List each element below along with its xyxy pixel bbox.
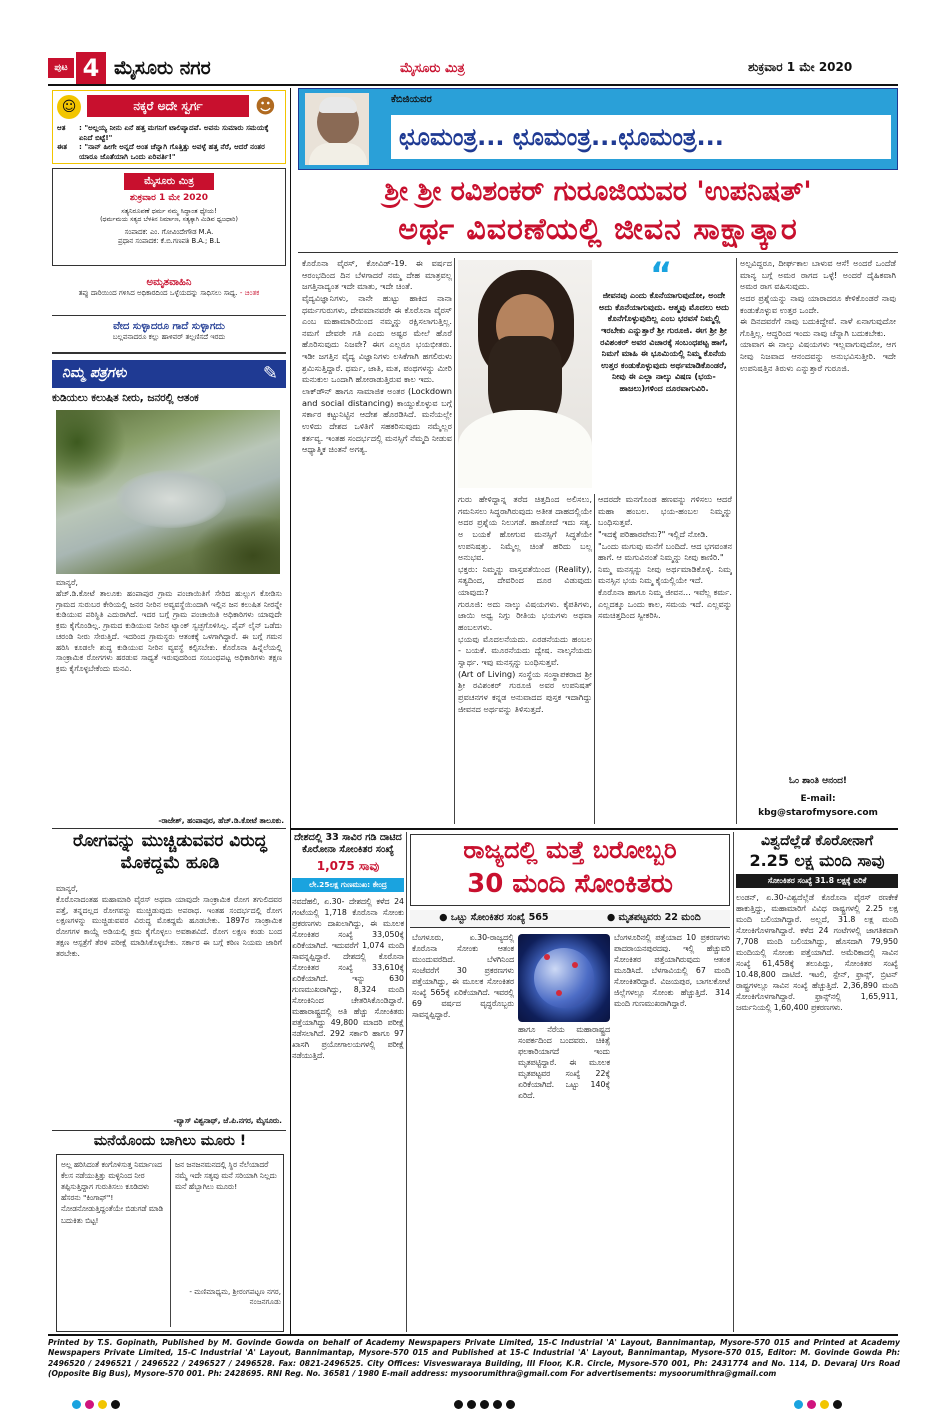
email-label: E-mail: — [800, 794, 836, 804]
humor-speaker-2: ಈತ — [57, 142, 68, 152]
cartoon-icon: ☻ — [255, 94, 276, 118]
page-number-tag: ಪುಟ — [48, 58, 74, 78]
veda-text: ಬಲ್ಲವನಾದರೂ ಕಲ್ಲು ಹಾಳಿವರ್ ತಲ್ಲಣಿಸದೆ ಇರದು — [112, 333, 226, 342]
footer-imprint: Printed by T.S. Gopinath, Published by M. Govinde Gowda on behalf of Academy Newspapers Private Limited, 15-C Industrial 'A' Layout, Bannimantap, Mysore-570 015 and Printed at Academy Newspapers Private Limited, 15-C Industrial 'A' Layout, Bannimantap, Mysore-570 015 and Published at 15-C Industrial 'A' Layout, Bannimantap, Mysore-570 015, Editor: M. Govinde Gowda Ph: 2496520 / 2496521 / 2496522 / 2496527 / 2496528. Fax: 0821-2496525. City Offices: Visveswaraya Building, III Floor, K.R. Circle, Mysore-570 001, Ph: 2431774 and No. 114, D. Devaraj Urs Road (Opposite Big Bus), Mysore-570 001. Ph: 2428695. RNI Reg. No. 36581 / 1980 E-mail address: mysoorumithra@gmail.com For advertisements: mysoorumithra@gmail.com — [48, 1338, 900, 1378]
masthead-box — [52, 168, 286, 266]
humor-title: ನಕ್ಕರೆ ಅದೇ ಸ್ವರ್ಗ — [87, 95, 249, 117]
author-photo — [305, 93, 369, 165]
poem-col-1: ಅಲ್ಲ ಹರಿಸಿದಂತೆ ಕಂಗೊಳಿಸುತ್ತ ನಿರ್ಮಾಣದ ಕೆಲಸ ನಡೆಯುತ್ತಿತ್ತು ಮಳ್ಳಿನಿಂದ ನೀರ ತಪ್ಪಿಸುತ್ತಿದ್ದಾಗ ಗುರುತಿಸಲು ಕೂಡಿದಳು ಹೆಸರನು "ಕಿಂಗಾಫ್"! ನೋಡನೋಡುತ್ತಿದ್ದಂತೆಯೇ ಬಿಡುಗಡೆ ಮಾಡಿ ಬದುಕಿತು ಬಿಟ್ಟ! — [61, 1160, 164, 1225]
header-rule — [48, 84, 898, 86]
letter-divider — [52, 828, 286, 829]
footer-rule — [48, 1334, 898, 1336]
letter2-title: ರೋಗವನ್ನು ಮುಚ್ಚಿಡುವವರ ವಿರುದ್ಧ ಮೊಕದ್ದಮೆ ಹೂಡಿ — [73, 831, 267, 874]
state-title-1: ರಾಜ್ಯದಲ್ಲಿ ಮತ್ತೆ ಬರೋಬ್ಬರಿ — [463, 836, 677, 864]
masthead-tagline-sub: (ಧರ್ಮಮಯ ಸತ್ಯದ ಬೆಳಕಿನ ನಿರ್ಮಾಣ, ಸತ್ಯಕ್ಕಾಗಿ ಮಿಡಿವ ಧ್ವಜಧಾರಿ) — [100, 215, 238, 223]
national-highlight: 1,075 ಸಾವು — [316, 858, 380, 873]
section-title: ಮೈಸೂರು ನಗರ — [114, 57, 211, 79]
amruta-author: - ಚಿಂತಕ — [239, 289, 260, 298]
left-column-divider — [290, 88, 291, 1334]
world-body: ಲಂಡನ್, ಏ.30-ವಿಶ್ವದೆಲ್ಲೆಡೆ ಕೊರೊನಾ ವೈರಸ್ ರಣಕೇಕೆ ಹಾಕುತ್ತಿದ್ದು, ಮಹಾಮಾರಿಗೆ ವಿವಿಧ ರಾಷ್ಟ್ರಗಳಲ್ಲಿ 2.25 ಲಕ್ಷ ಮಂದಿ ಬಲಿಯಾಗಿದ್ದಾರೆ. ಅಲ್ಲದೆ, 31.8 ಲಕ್ಷ ಮಂದಿ ಸೋಂಕಿಗೊಳಗಾಗಿದ್ದಾರೆ. ಕಳೆದ 24 ಗಂಟೆಗಳಲ್ಲಿ ಜಾಗತಿಕವಾಗಿ 7,708 ಮಂದಿ ಬಲಿಯಾಗಿದ್ದು, ಹೊಸದಾಗಿ 79,950 ಮಂದಿಯಲ್ಲಿ ಸೋಂಕು ಪತ್ತೆಯಾಗಿದೆ. ಅಮೆರಿಕಾದಲ್ಲಿ ಸಾವಿನ ಸಂಖ್ಯೆ 61,458ಕ್ಕೆ ತಲುಪಿದ್ದು, ಸೋಂಕಿತರ ಸಂಖ್ಯೆ 10.48,800 ದಾಟಿದೆ. ಇಟಲಿ, ಸ್ಪೇನ್, ಫ್ರಾನ್ಸ್, ಬ್ರಿಟನ್ ರಾಷ್ಟ್ರಗಳಲ್ಲೂ ಸಾವಿನ ಸಂಖ್ಯೆ ಹೆಚ್ಚುತ್ತಿದೆ. 2,36,890 ಮಂದಿ ಸೋಂಕಿಗೊಳಗಾಗಿದ್ದಾರೆ. ಫ್ರಾನ್ಸ್‌ನಲ್ಲಿ 1,65,911, ಜರ್ಮನಿಯಲ್ಲಿ 1,60,400 ಪ್ರಕರಣಗಳು. — [736, 892, 898, 1013]
amruta-text: ತಪ್ಪು ದಾರಿಯಿಂದ ಗಳಿಸಿದ ಅಧಿಕಾರದಿಂದ ಒಳ್ಳೆಯದನ್ನು ಸಾಧಿಸಲು ಸಾಧ್ಯ. - ಚಿಂತಕ — [78, 289, 260, 298]
laugh-icon: ☺ — [57, 95, 81, 119]
state-stat-deaths: ● ಮೃತಪಟ್ಟವರು 22 ಮಂದಿ — [606, 912, 701, 924]
article-col-2: ಗುರು ಹೇಳಿದ್ದಾನ್ನ ತರೆದ ಚಿತ್ತದಿಂದ ಅಲಿಸಲು, ಗಮನಿಸಲು ಸಿದ್ಧರಾಗಿರುವುದು ಅತೀತ ದಾಹದಲ್ಲಿಯೇ ಅದರ ಪ್ರಶ್ನೆಯ ನಿಲುಗಡೆ. ಹಾಡೋದೆ ಇದು ಸತ್ಯ. ಅ ಬಯಕೆ ಹೋಗುವ ಮನಸ್ಸಿಗೆ ಸಿದ್ಧತೆಯೇ ಉಪನಿಷತ್ತು. ನಿಮ್ಮೆಲ್ಲ ಚಿಂತೆ ಹರಿದು ಬಲ್ಲ ಅನುಭವ. ಭಕ್ತರು: ನಿಮ್ಮನ್ನು ವಾಸ್ತವತೆಯಿಂದ (Reality), ಸತ್ಯದಿಂದ, ದೇವರಿಂದ ದೂರ ವಿಡುವುದು ಯಾವುದು? ಗುರೂಜಿ: ಅದು ನಾಲ್ಕು ವಿಷಯಗಳು. ಕೈಪತಿಗಳು, ಜಾಯಿ ಅಧ್ವ ನಿಗ್ಗು ರೀತಿಯ ಭಯಗಳು ಅಥವಾ ಹಂಬಲಗಳು. ಭಯವು ಮೊದಲನೆಯದು. ಎರಡನೆಯದು ಹಂಬಲ - ಬಯಕೆ. ಮೂರನೆಯದು ದ್ವೇಷ. ನಾಲ್ಕನೆಯದು ಸ್ವಾರ್ಥ. ಇವು ಮನಸ್ಸನ್ನು ಬಂಧಿಸುತ್ತವೆ. (Art of Living) ಸಂಸ್ಥೆಯ ಸಂಸ್ಥಾಪಕರಾದ ಶ್ರೀ ಶ್ರೀ ರವಿಶಂಕರ್ ಗುರೂಜಿ ಅವರ ಉಪನಿಷತ್ ಪ್ರವಚನಗಳ ಕನ್ನಡ ಅನುವಾದದ ಪುಸ್ತಕ ಇದಾಗಿದ್ದು ಜೀವನದ ಅರ್ಥವನ್ನು ತಿಳಿಸುತ್ತದೆ. — [458, 494, 592, 714]
chief-editor-line: ಪ್ರಧಾನ ಸಂಪಾದಕ: ಕೆ.ಬಿ.ಗಣಪತಿ B.A.; B.L — [117, 236, 221, 245]
poem-col-2: ಜನ ಜನಜನಮನದಲ್ಲಿ ಸ್ಥಿರ ನೆಲೆಯಾದರೆ ನಮ್ಮೆ ಇದೇ ಸತ್ಯವು ಮನೆ ಸರಿಯಾಗಿ ನಿಲ್ಲದು ಮನೆ ಹೆಬ್ಬಾಗಿಲು ಮೂರು! — [175, 1160, 277, 1192]
column-kicker: ಕೆಬಿಜಿಯವರ — [391, 94, 432, 105]
amruta-box — [52, 276, 286, 316]
humor-line-2: : "ನಾನ್ ಹೀಗೇ ಅನ್ನದೆ ಅಂತ ಚೆನ್ನಾಗಿ ಗೊತ್ತಿತ್ತು ಅವಳ್ಳೆ ಹತ್ತ ನೆರೆ, ಆದರೆ ನಂತರ ಯಾರೂ ಜೊತೆಯಾಗಿ ಒಂದು ಏರಿವರ್ತಿ!" — [79, 142, 265, 162]
poem-box — [56, 1154, 284, 1332]
editor-line: ಸಂಪಾದಕ: ಎಂ. ಗೋವಿಂದೇಗೌಡ M.A. — [124, 227, 214, 236]
masthead-small: ಮೈಸೂರು ಮಿತ್ರ — [124, 173, 214, 190]
headline-1: ಶ್ರೀ ಶ್ರೀ ರವಿಶಂಕರ್ ಗುರೂಜಿಯವರ 'ಉಪನಿಷತ್' — [384, 176, 812, 207]
humor-speaker-1: ಆತ — [57, 123, 66, 132]
column-header — [298, 88, 898, 170]
article-col-3: ಆದರದೇ ಮನಗೊಂಡ ಹಣವನ್ನು ಗಳಿಸಲು ಆದರೆ ಮಹಾ ಹಂಬಲ. ಭಯ-ಹಂಬಲ ನಿಮ್ಮನ್ನು ಬಂಧಿಸುತ್ತವೆ. "ಇದಕ್ಕೆ ಪರಿಹಾರವೇನು?" ಇಲ್ಲಿದೆ ನೋಡಿ. "ಒಂದು ಮಗುವು ಮನೆಗೆ ಬಂದಿದೆ. ಆದ ಭಗವಂತನ ಹಾಗೆ. ಆ ಮಗುವಿನಂತೆ ನಿಮ್ಮನ್ನು ನೀವು ಕಾಣಿರಿ." ನಿಮ್ಮ ಮನಸ್ಸನ್ನು ನೀವು ಅರ್ಥಮಾಡಿಕೊಳ್ಳಿ. ನಿಮ್ಮ ಮನಸ್ಸಿನ ಭಯ ನಿಮ್ಮ ಕೈಯಲ್ಲಿಯೇ ಇದೆ. ಕೊರೊನಾ ಹಾಗೂ ನಿಮ್ಮ ಜೀವನ... ಇವೆಲ್ಲ ಕರ್ಮ. ಎಲ್ಲದಕ್ಕೂ ಒಂದು ಕಾಲ, ಸಮಯ ಇದೆ. ಎಲ್ಲವನ್ನು ಸಮಚಿತ್ತದಿಂದ ಸ್ವೀಕರಿಸಿ. — [598, 494, 732, 621]
article-quote: ಜೀವನವು ಎಂದು ಕೊನೆಯಾಗುವುದೋ, ಅಂದೇ ಅದು ಕೊನೆಯಾಗುವುದು. ಆತ್ಮವು ಮೊದಲು ಅದು ಕೊನೆಗೊಳ್ಳುವುದಿಲ್ಲ ಎಂಬ ಭರವಸೆ ನಿಮ್ಮಲ್ಲಿ ಇರಬೇಕು ಎನ್ನುತ್ತಾರೆ ಶ್ರೀ ಗುರೂಜಿ. ಈಗ ಶ್ರೀ ಶ್ರೀ ರವಿಶಂಕರ್ ಅವರ ವಿಚಾರಕ್ಕೆ ಸಂಬಂಧಪಟ್ಟ ಹಾಗೆ, ನಿಮಗೆ ಮಾಹಿ ಈ ಭೂಮಿಯಲ್ಲಿ ನಿಮ್ಮ ಕೊನೆಯ ಉತ್ತರ ಕಂಡುಕೊಳ್ಳುವುದು ಅರ್ಥಮಾಡಿಕೊಂಡರೆ, ನೀವು ಈ ಎಲ್ಲಾ ನಾಲ್ಕು ವಿಷಣ (ಭಯ-ಹಾಜಲು)ಗಳಿಂದ ದೂರವಾಗುವಿರಿ. — [599, 290, 729, 394]
letter1-photo — [56, 410, 280, 574]
email-link[interactable]: kbg@starofmysore.com — [758, 808, 878, 818]
veda-box — [52, 320, 286, 354]
national-title: ದೇಶದಲ್ಲಿ 33 ಸಾವಿರ ಗಡಿ ದಾಟಿದ ಕೊರೋನಾ ಸೋಂಕಿತರ ಸಂಖ್ಯೆ — [294, 832, 402, 856]
masthead-date: ಶುಕ್ರವಾರ 1 ಮೇ 2020 — [129, 193, 209, 204]
state-col-2: ಹಾಗೂ ನೆರೆಯ ಮಹಾರಾಷ್ಟ್ರದ ಸಂಪರ್ಕದಿಂದ ಬಂದವರು. ಚಿಕಿತ್ಸೆ ಫಲಕಾರಿಯಾಗದೆ ಇಂದು ಮೃತಪಟ್ಟಿದ್ದಾರೆ. ಈ ಮೂಲಕ ಮೃತಪಟ್ಟವರ ಸಂಖ್ಯೆ 22ಕ್ಕೆ ಏರಿಕೆಯಾಗಿದೆ. ಒಟ್ಟು 140ಕ್ಕೆ ಏರಿದೆ. — [518, 1025, 610, 1101]
state-stats — [410, 910, 730, 928]
national-box — [292, 832, 404, 1332]
article-col-4: ಅಲ್ಪವಿದ್ದರೂ, ದೀರ್ಘಕಾಲ ಬಾಳುವ ಆಸೆ! ಅಂದರೆ ಒಂದೆಡೆ ಮಾನ್ಯ ಬಗ್ಗೆ ಅಮರ ರಾಗದ ಒಳ್ಳೆ! ಅಂದರೆ ದೈಹಿಕವಾಗಿ ಅಮರ ರಾಗ ವಹಿಸುವುದು. ಅದರ ಪ್ರಶ್ನೆಯನ್ನು ನಾವು ಯಾರಾದರೂ ಕೇಳಿಕೊಂಡರೆ ನಾವು ಕಂಡುಕೊಳ್ಳುವ ಉತ್ತರ ಒಂದೇ. ಈ ದಿನದವರೆಗೆ ನಾವು ಬದುಕಿದ್ದೇವೆ. ನಾಳೆ ಏನಾಗುವುದೋ ಗೊತ್ತಿಲ್ಲ. ಆದ್ದರಿಂದ ಇಂದು ನಾವು ಚೆನ್ನಾಗಿ ಬದುಕಬೇಕು. ಯಾವಾಗ ಈ ನಾಲ್ಕು ವಿಷಯಗಳು ಇಲ್ಲವಾಗುವುದೋ, ಆಗ ನೀವು ನಿಜವಾದ ಆನಂದವನ್ನು ಅನುಭವಿಸುತ್ತೀರಿ. ಇದೇ ಉಪನಿಷತ್ತಿನ ತಿರುಳು ಎನ್ನುತ್ತಾರೆ ಗುರೂಜಿ. — [740, 258, 896, 373]
letter2-signature: -ವ್ಯಾಸ್ ವಿಶ್ವನಾಥ್, ಜೆ.ಪಿ.ನಗರ, ಮೈಸೂರು. — [173, 1116, 282, 1125]
world-strip: ಸೋಂಕಿತರ ಸಂಖ್ಯೆ 31.8 ಲಕ್ಷಕ್ಕೆ ಏರಿಕೆ — [736, 874, 898, 888]
world-title-2: 2.25 ಲಕ್ಷ ಮಂದಿ ಸಾವು — [749, 851, 885, 871]
mid-rule — [290, 828, 898, 830]
headline-2: ಅರ್ಥ ವಿವರಣೆಯಲ್ಲಿ ಜೀವನ ಸಾಕ್ಷಾತ್ಕಾರ — [398, 212, 798, 247]
humor-line-1: : "ಅಲ್ಲಯ್ಯ ನೀನು ಏನೆ ಹತ್ತ ಮಗನಿಗೆ ಟಾಲಿಪ್ಯಾದವೆ. ಅವನು ಸುಮಾರು ಸಮಯಕ್ಕೆ ಏನಿದೆ ಬಿಟ್ಟೆ!" — [79, 123, 269, 142]
column-signoff: ಓಂ ಶಾಂತಿ ಆನಂದ! — [788, 776, 848, 786]
veda-title: ವೇದ ಸುಳ್ಳಾದರೂ ಗಾದೆ ಸುಳ್ಳಾಗದು — [113, 321, 225, 332]
registration-dots-right — [792, 1400, 844, 1414]
letters-banner — [52, 360, 286, 388]
registration-dots-center — [452, 1400, 517, 1414]
humor-box — [52, 90, 286, 164]
quote-mark-icon: “ — [650, 255, 673, 295]
letter1-signature: -ರಾಜೇಶ್, ಹಂಪಾಪುರ, ಹೆಚ್.ಡಿ.ಕೋಟೆ ತಾಲೂಕು. — [158, 816, 284, 825]
letter2-body: ಮಾನ್ಯರೆ, ಕೊರೊನಾದಂತಹ ಮಹಾಮಾರಿ ವೈರಸ್ ಅಥವಾ ಯಾವುದೇ ಸಾಂಕ್ರಾಮಿಕ ರೋಗ ತಗುಲಿದವರ ಪತ್ತೆ, ತನ್ನದಲ್ಲದ ರೋಗವನ್ನು ಮುಚ್ಚಿಡುವುದು ಅಪರಾಧ. ಇಂತಹ ಸಂದರ್ಭದಲ್ಲಿ ರೋಗ ಲಕ್ಷಣಗಳನ್ನು ಮುಚ್ಚಿಡುವವರ ವಿರುದ್ಧ ಮೊಕದ್ದಮೆ ಹೂಡಬೇಕು. 1897ರ ಸಾಂಕ್ರಾಮಿಕ ರೋಗಗಳ ಕಾಯ್ದೆ ಅಡಿಯಲ್ಲಿ ಕ್ರಮ ಕೈಗೊಳ್ಳಲು ಅವಕಾಶವಿದೆ. ರೋಗ ಲಕ್ಷಣ ಕಂಡು ಬಂದ ತಕ್ಷಣ ಆಸ್ಪತ್ರೆಗೆ ತೆರಳಿ ಪರೀಕ್ಷೆ ಮಾಡಿಸಿಕೊಳ್ಳಬೇಕು. ಸರ್ಕಾರ ಈ ಬಗ್ಗೆ ಕಠಿಣ ನಿಯಮ ಜಾರಿಗೆ ತರಬೇಕು. — [56, 884, 282, 958]
pen-icon: ✎ — [262, 363, 278, 384]
state-box — [410, 834, 730, 906]
header-date: ಶುಕ್ರವಾರ 1 ಮೇ 2020 — [748, 60, 853, 74]
national-strip: ಲೇ.25ಲಕ್ಷ ಗುಣಮುಖ: ಕೇಂದ್ರ — [292, 878, 404, 892]
guru-photo — [458, 260, 592, 488]
amruta-title: ಅಮೃತವಾಹಿನಿ — [146, 277, 192, 288]
national-body: ನವದೆಹಲಿ, ಏ.30- ದೇಶದಲ್ಲಿ ಕಳೆದ 24 ಗಂಟೆಯಲ್ಲಿ 1,718 ಕೊರೊನಾ ಸೋಂಕು ಪ್ರಕರಣಗಳು ದಾಖಲಾಗಿದ್ದು, ಈ ಮೂಲಕ ಸೋಂಕಿತರ ಸಂಖ್ಯೆ 33,050ಕ್ಕೆ ಏರಿಕೆಯಾಗಿದೆ. ಇದುವರೆಗೆ 1,074 ಮಂದಿ ಸಾವನ್ನಪ್ಪಿದ್ದಾರೆ. ದೇಶದಲ್ಲಿ ಕೊರೊನಾ ಸೋಂಕಿತರ ಸಂಖ್ಯೆ 33,610ಕ್ಕೆ ಏರಿಕೆಯಾಗಿದೆ. ಇನ್ನು 630 ಗುಣಮುಖರಾಗಿದ್ದು, 8,324 ಮಂದಿ ಸೋಂಕಿನಿಂದ ಚೇತರಿಸಿಕೊಂಡಿದ್ದಾರೆ. ಮಹಾರಾಷ್ಟ್ರದಲ್ಲಿ ಅತಿ ಹೆಚ್ಚು ಸೋಂಕಿತರು ಪತ್ತೆಯಾಗಿದ್ದು 49,800 ಮಾದರಿ ಪರೀಕ್ಷೆ ನಡೆಸಲಾಗಿದೆ. 292 ಸರ್ಕಾರಿ ಹಾಗೂ 97 ಖಾಸಗಿ ಪ್ರಯೋಗಾಲಯಗಳಲ್ಲಿ ಪರೀಕ್ಷೆ ನಡೆಯುತ್ತಿದೆ. — [292, 896, 404, 1061]
poem-divider — [52, 1130, 286, 1131]
headline-rule — [298, 252, 898, 253]
page-number: 4 — [76, 52, 106, 84]
column-title: ಛೂಮಂತ್ರ... ಛೂಮಂತ್ರ...ಛೂಮಂತ್ರ... — [391, 115, 891, 159]
poem-title: ಮನೆಯೊಂದು ಬಾಗಿಲು ಮೂರು ! — [93, 1133, 247, 1149]
letter1-body: ಮಾನ್ಯರೆ, ಹೆಚ್.ಡಿ.ಕೋಟೆ ತಾಲೂಕು ಹಂಪಾಪುರ ಗ್ರಾಮ ಪಂಚಾಯಿತಿಗೆ ಸೇರಿದ ಹುಲ್ಲುಗ ಕೋಡಿಸು ಗ್ರಾಮದ ಸುರುಬರ ಕೇರಿಯಲ್ಲಿ ಜನರ ನೀರಿನ ಅವ್ಯವಸ್ಥೆಯಿಂದಾಗಿ ಇಲ್ಲಿನ ಜನ ಕಲುಷಿತ ನೀರನ್ನೇ ಕುಡಿಯುವ ಪರಿಸ್ಥಿತಿ ಎದುರಾಗಿದೆ. ಇದರ ಬಗ್ಗೆ ಗ್ರಾಮ ಪಂಚಾಯಿತಿ ಅಧಿಕಾರಿಗಳು ಯಾವುದೇ ಕ್ರಮ ಕೈಗೊಂಡಿಲ್ಲ. ಗ್ರಾಮದ ಕುಡಿಯುವ ನೀರಿನ ಟ್ಯಾಂಕ್ ಸ್ವಚ್ಛಗೊಳಿಸಿಲ್ಲ. ಪೈಪ್ ಲೈನ್ ಒಡೆದು ಚರಂಡಿ ನೀರು ಸೇರುತ್ತಿದೆ. ಇದರಿಂದ ಗ್ರಾಮಸ್ಥರು ಆತಂಕಕ್ಕೆ ಒಳಗಾಗಿದ್ದಾರೆ. ಈ ಬಗ್ಗೆ ಗಮನ ಹರಿಸಿ ಕೂಡಲೇ ಶುದ್ಧ ಕುಡಿಯುವ ನೀರಿನ ವ್ಯವಸ್ಥೆ ಕಲ್ಪಿಸಬೇಕು. ಕೊರೊನಾ ಹಿನ್ನೆಲೆಯಲ್ಲಿ ಸಾಂಕ್ರಾಮಿಕ ರೋಗಗಳು ಹರಡುವ ಸಾಧ್ಯತೆ ಇರುವುದರಿಂದ ಸಂಬಂಧಪಟ್ಟ ಅಧಿಕಾರಿಗಳು ತಕ್ಷಣ ಕ್ರಮ ಕೈಗೊಳ್ಳಬೇಕೆಂದು ಮನವಿ. — [56, 578, 282, 674]
state-col-3: ಬೆಂಗಳೂರಿನಲ್ಲಿ ಪತ್ತೆಯಾದ 10 ಪ್ರಕರಣಗಳು ಪಾದರಾಯನಪುರದವು. ಇಲ್ಲಿ ಹೆಚ್ಚುವರಿ ಸೋಂಕಿತರ ಪತ್ತೆಯಾಗಿರುವುದು ಆತಂಕ ಮೂಡಿಸಿದೆ. ಬೆಳಗಾವಿಯಲ್ಲಿ 67 ಮಂದಿ ಸೋಂಕಿತರಿದ್ದಾರೆ. ವಿಜಯಪುರ, ಬಾಗಲಕೋಟೆ ಜಿಲ್ಲೆಗಳಲ್ಲೂ ಸೋಂಕು ಹೆಚ್ಚುತ್ತಿದೆ. 314 ಮಂದಿ ಗುಣಮುಖರಾಗಿದ್ದಾರೆ. — [614, 933, 730, 1009]
world-title-1: ವಿಶ್ವದೆಲ್ಲೆಡೆ ಕೊರೋನಾಗೆ — [760, 833, 874, 849]
state-stat-total: ● ಒಟ್ಟು ಸೋಂಕಿತರ ಸಂಖ್ಯೆ 565 — [439, 912, 549, 924]
state-col-1: ಬೆಂಗಳೂರು, ಏ.30-ರಾಜ್ಯದಲ್ಲಿ ಕೊರೊನಾ ಸೋಂಕು ಆತಂಕ ಮುಂದುವರೆದಿದೆ. ಬೆಳಗಿನಿಂದ ಸಂಜೆವರೆಗೆ 30 ಪ್ರಕರಣಗಳು ಪತ್ತೆಯಾಗಿದ್ದು, ಈ ಮೂಲಕ ಸೋಂಕಿತರ ಸಂಖ್ಯೆ 565ಕ್ಕೆ ಏರಿಕೆಯಾಗಿದೆ. ಇವರಲ್ಲಿ 69 ವರ್ಷದ ವೃದ್ಧರೊಬ್ಬರು ಸಾವನ್ನಪ್ಪಿದ್ದಾರೆ. — [412, 933, 514, 1020]
virus-image — [518, 934, 610, 1022]
article-col-1: ಕೊರೊನಾ ವೈರಸ್, ಕೋವಿಡ್-19. ಈ ವರ್ಷದ ಆರಂಭದಿಂದ ದಿನ ಬೆಳಗಾದರೆ ನಮ್ಮ ದೇಹ ಮಾತ್ರವಲ್ಲ ಜಗತ್ತಿನಾದ್ಯಂತ ಇದೇ ಮಾತು, ಇದೇ ಚಿಂತೆ. ವೈದ್ಯವಿಜ್ಞಾನಿಗಳು, ನಾನೇ ಹುಟ್ಟು ಹಾಕಿದ ನಾನಾ ಧರ್ಮಗುರುಗಳು, ದೇವಮಾನವರೇ ಈ ಕೊರೊನಾ ವೈರಸ್ ಎಂಬ ಮಹಾಮಾರಿಯಿಂದ ನಮ್ಮನ್ನು ರಕ್ಷಿಸಲಾಗುತ್ತಿಲ್ಲ. ನಮಗೆ ದೇವರೇ ಗತಿ ಎಂದು ಅಷ್ಟರ ಮೇಲೆ ಹೊರೆ ಹೊರಿಸುವುದು ನಿಜವೇ? ಈಗ ಎಲ್ಲರೂ ಭಯಭೀತರು. ಇಡೀ ಜಗತ್ತಿನ ವೈದ್ಯ ವಿಜ್ಞಾನಿಗಳು ಲಸಿಕೆಗಾಗಿ ಹಗಲಿರುಳು ಶ್ರಮಿಸುತ್ತಿದ್ದಾರೆ. ಧರ್ಮ, ಜಾತಿ, ಮತ, ಪಂಥಗಳನ್ನು ಮೀರಿ ಮನುಕುಲ ಒಂದಾಗಿ ಹೋರಾಡುತ್ತಿರುವ ಕಾಲ ಇದು. ಲಾಕ್‌ಡೌನ್ ಹಾಗೂ ಸಾಮಾಜಿಕ ಅಂತರ (Lockdown and social distancing) ಕಾಯ್ದುಕೊಳ್ಳುವ ಬಗ್ಗೆ ಸರ್ಕಾರ ಕಟ್ಟುನಿಟ್ಟಿನ ಆದೇಶ ಹೊರಡಿಸಿದೆ. ಮನೆಯಲ್ಲೇ ಉಳಿದು ದೇಶದ ಒಳಿತಿಗೆ ಸಹಕರಿಸುವುದು ನಮ್ಮೆಲ್ಲರ ಕರ್ತವ್ಯ. ಇಂತಹ ಸಂದರ್ಭದಲ್ಲಿ ಮನಸ್ಸಿಗೆ ನೆಮ್ಮದಿ ನೀಡುವ ಆಧ್ಯಾತ್ಮಿಕ ಚಿಂತನೆ ಅಗತ್ಯ. — [302, 258, 452, 455]
poem-signature: - ಮಣಿಮಾಧ್ಯಮ, ಶ್ರೀರಂಗಪಟ್ಟಣ ನಗರ, ನಂಜನಗೂಡು — [189, 1287, 281, 1306]
state-title-2: 30 ಮಂದಿ ಸೋಂಕಿತರು — [467, 868, 673, 899]
masthead-tagline: ಸತ್ಯನಿರೂಪಣೆ ಧರ್ಮ ನಮ್ಮ ಸಿದ್ಧಾಂತ ಧ್ಯೇಯ! — [121, 207, 217, 216]
world-box — [736, 832, 898, 1332]
masthead: ಮೈಸೂರು ಮಿತ್ರ — [400, 61, 465, 76]
letter1-title: ಕುಡಿಯಲು ಕಲುಷಿತ ನೀರು, ಜನರಲ್ಲಿ ಆತಂಕ — [52, 392, 199, 404]
letters-banner-text: ನಿಮ್ಮ ಪತ್ರಗಳು — [62, 365, 127, 381]
registration-dots-left — [70, 1400, 122, 1414]
